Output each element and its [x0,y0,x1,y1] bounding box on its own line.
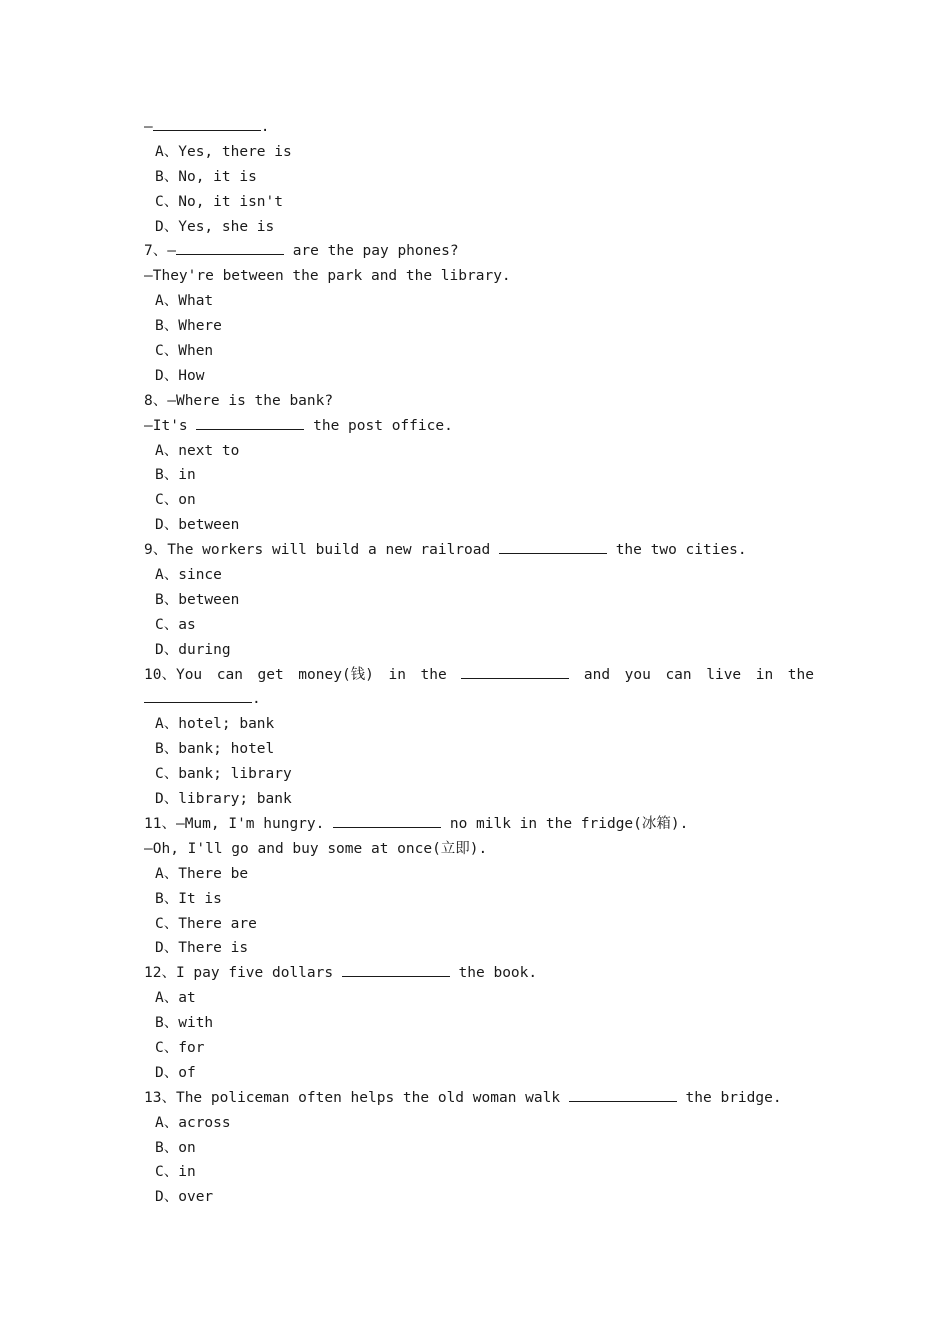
q10-word: get [257,666,284,683]
q10-word: you [624,666,651,683]
q9-stem-suffix: the two cities. [606,542,747,559]
q12-option-a: A、at [155,990,196,1007]
q13-option-b: B、on [155,1139,196,1156]
q13-option-c: C、in [155,1164,196,1181]
q6-blank [153,115,261,131]
q10-word: the [787,666,814,683]
q11-stem-prefix: 11、—Mum, I'm hungry. [144,815,334,832]
q10-word: in [388,666,406,683]
q8-line2-prefix: —It's [144,417,197,434]
document-page [144,115,814,1210]
q12-option-c: C、for [155,1039,205,1056]
q7-stem-prefix: 7、— [144,243,176,260]
q11-option-b: B、It is [155,890,222,907]
q11-line2: —Oh, I'll go and buy some at once(立即). [144,840,488,857]
q12-stem-suffix: the book. [449,965,538,982]
q10-word: money(钱) [298,666,374,683]
q9-option-a: A、since [155,567,222,584]
q10-line2 [144,687,814,712]
q10-option-d: D、library; bank [155,791,292,808]
q13-stem [144,1086,814,1111]
q7-option-c: C、When [155,343,214,360]
q10-option-a: A、hotel; bank [155,716,275,733]
q10-word: can [216,666,243,683]
q12-stem [144,961,814,986]
q7-option-a: A、What [155,293,214,310]
q7-line2: —They're between the park and the library. [144,268,511,285]
q10-word: live [706,666,742,683]
q6-answer-suffix: . [260,119,270,135]
q8-option-c: C、on [155,492,196,509]
q9-blank [499,538,607,554]
q9-option-b: B、between [155,591,240,608]
q10-blank-2 [144,687,252,703]
q8-option-b: B、in [155,467,196,484]
q10-word: the [420,666,447,683]
q9-stem [144,538,814,563]
q10-option-c: C、bank; library [155,766,292,783]
q13-stem-suffix: the bridge. [676,1089,782,1106]
q11-stem [144,812,814,837]
q11-option-a: A、There be [155,865,249,882]
q7-stem-suffix: are the pay phones? [283,243,459,260]
q10-line2-suffix: . [252,691,261,708]
q8-line2-suffix: the post office. [304,417,453,434]
q9-stem-prefix: 9、The workers will build a new railroad [144,542,499,559]
q12-blank [342,961,450,977]
q7-stem [144,239,814,264]
q10-word: can [665,666,692,683]
q13-option-a: A、across [155,1114,231,1131]
q7-blank [176,239,284,255]
q10-blank-1 [461,663,569,679]
q9-option-d: D、during [155,641,231,658]
q10-stem [144,663,814,688]
q6-answer-prefix: — [144,119,153,135]
q13-option-d: D、over [155,1189,214,1206]
q12-option-d: D、of [155,1064,196,1081]
q13-blank [569,1086,677,1102]
q7-option-b: B、Where [155,318,222,335]
q8-stem: 8、—Where is the bank? [144,392,334,409]
q12-stem-prefix: 12、I pay five dollars [144,965,342,982]
q8-option-a: A、next to [155,442,240,459]
q8-line2 [144,414,814,439]
q9-option-c: C、as [155,616,196,633]
q10-option-b: B、bank; hotel [155,741,275,758]
q11-stem-suffix: no milk in the fridge(冰箱). [441,815,689,832]
q8-option-d: D、between [155,517,240,534]
q10-word: 10、You [144,666,203,683]
q13-stem-prefix: 13、The policeman often helps the old woman walk [144,1089,569,1106]
q11-option-c: C、There are [155,915,257,932]
q7-option-d: D、How [155,367,205,384]
q6-option-c: C、No, it isn't [155,193,283,210]
q10-word: in [755,666,774,683]
q11-blank [333,812,441,828]
q11-option-d: D、There is [155,940,249,957]
q6-option-a: A、Yes, there is [155,143,292,160]
q6-option-d: D、Yes, she is [155,218,275,235]
q10-word: and [583,666,611,683]
q6-answer-line [144,115,814,140]
q6-option-b: B、No, it is [155,168,257,185]
q8-blank [196,414,304,430]
q12-option-b: B、with [155,1015,214,1032]
